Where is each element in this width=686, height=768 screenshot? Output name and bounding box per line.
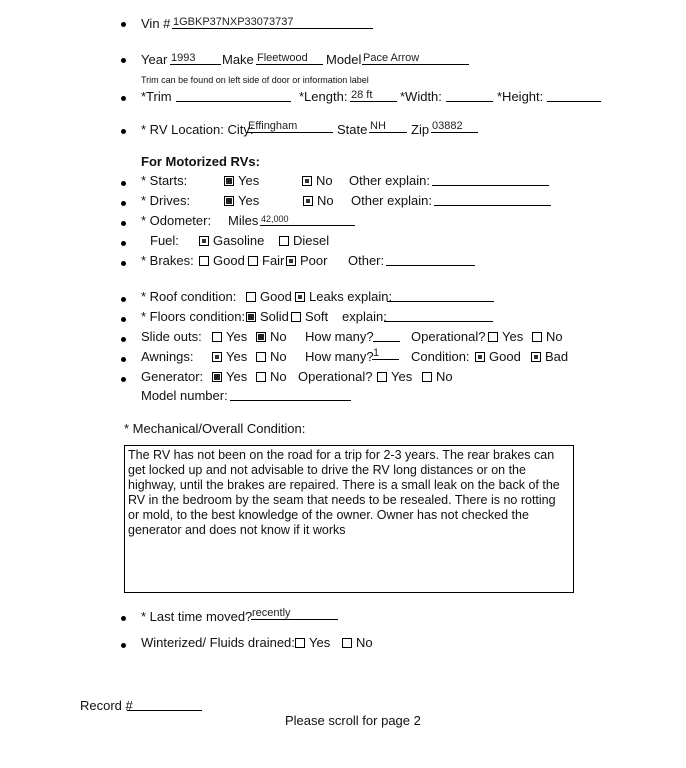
city-field[interactable]: Effingham xyxy=(247,120,333,133)
checkbox-checked[interactable] xyxy=(475,352,485,362)
brakes-other-field[interactable] xyxy=(386,253,475,266)
starts-label: * Starts: xyxy=(141,173,188,188)
vin-label: Vin # xyxy=(141,16,171,31)
state-field[interactable]: NH xyxy=(369,120,407,133)
bullet xyxy=(121,317,126,322)
drives-no[interactable]: No xyxy=(303,193,334,208)
fuel-label: Fuel: xyxy=(150,233,179,248)
generator-model-field[interactable] xyxy=(230,388,351,401)
trim-note: Trim can be found on left side of door or information label xyxy=(141,75,369,85)
bullet xyxy=(121,129,126,134)
odometer-label: * Odometer: xyxy=(141,213,212,228)
drives-label: * Drives: xyxy=(141,193,191,208)
model-label: Model xyxy=(326,52,362,67)
floors-explain-field[interactable] xyxy=(384,309,493,322)
checkbox[interactable] xyxy=(342,638,352,648)
awnings-howmany-label: How many? xyxy=(305,349,374,364)
year-field[interactable]: 1993 xyxy=(170,52,221,65)
checkbox-checked[interactable] xyxy=(224,196,234,206)
checkbox-checked[interactable] xyxy=(246,312,256,322)
checkbox-checked[interactable] xyxy=(256,332,266,342)
zip-label: Zip xyxy=(411,122,430,137)
checkbox[interactable] xyxy=(291,312,301,322)
bullet xyxy=(121,261,126,266)
slideouts-op-yes[interactable]: Yes xyxy=(488,329,523,344)
brakes-good[interactable]: Good xyxy=(199,253,245,268)
checkbox-checked[interactable] xyxy=(212,352,222,362)
starts-no[interactable]: No xyxy=(302,173,333,188)
width-field[interactable] xyxy=(446,89,493,102)
length-label: *Length: xyxy=(299,89,348,104)
slideouts-howmany-label: How many? xyxy=(305,329,374,344)
awnings-label: Awnings: xyxy=(141,349,194,364)
last-moved-field[interactable]: recently xyxy=(251,607,338,620)
checkbox[interactable] xyxy=(488,332,498,342)
footer-note: Please scroll for page 2 xyxy=(285,713,421,728)
bullet xyxy=(121,377,126,382)
generator-op-yes[interactable]: Yes xyxy=(377,369,412,384)
checkbox[interactable] xyxy=(279,236,289,246)
miles-field[interactable]: 42,000 xyxy=(260,213,355,226)
checkbox[interactable] xyxy=(212,332,222,342)
trim-field[interactable] xyxy=(176,89,291,102)
bullet xyxy=(121,616,126,621)
bullet xyxy=(121,201,126,206)
slideouts-op-no[interactable]: No xyxy=(532,329,563,344)
generator-operational-label: Operational? xyxy=(298,369,373,384)
slideouts-howmany-field[interactable] xyxy=(373,329,400,342)
starts-other-label: Other explain: xyxy=(349,173,430,188)
checkbox[interactable] xyxy=(303,196,313,206)
generator-op-no[interactable]: No xyxy=(422,369,453,384)
roof-good[interactable]: Good xyxy=(246,289,292,304)
floors-soft[interactable]: Soft xyxy=(291,309,328,324)
awnings-bad[interactable]: Bad xyxy=(531,349,568,364)
bullet xyxy=(121,221,126,226)
motorized-heading: For Motorized RVs: xyxy=(141,154,260,169)
drives-other-label: Other explain: xyxy=(351,193,432,208)
year-label: Year xyxy=(141,52,168,67)
record-label: Record # xyxy=(80,698,133,713)
width-label: *Width: xyxy=(400,89,442,104)
generator-no[interactable]: No xyxy=(256,369,287,384)
bullet xyxy=(121,357,126,362)
checkbox-checked[interactable] xyxy=(212,372,222,382)
checkbox-checked[interactable] xyxy=(224,176,234,186)
height-label: *Height: xyxy=(497,89,544,104)
roof-leaks-field[interactable] xyxy=(387,289,494,302)
checkbox[interactable] xyxy=(295,292,305,302)
location-label: * RV Location: City: xyxy=(141,122,254,137)
bullet xyxy=(121,297,126,302)
checkbox[interactable] xyxy=(286,256,296,266)
vin-field[interactable]: 1GBKP37NXP33073737 xyxy=(172,16,373,29)
drives-other-field[interactable] xyxy=(434,193,551,206)
brakes-poor[interactable]: Poor xyxy=(286,253,327,268)
winterized-no[interactable]: No xyxy=(342,635,373,650)
floors-label: * Floors condition: xyxy=(141,309,246,324)
make-label: Make xyxy=(222,52,254,67)
checkbox[interactable] xyxy=(531,352,541,362)
generator-model-label: Model number: xyxy=(141,388,228,403)
height-field[interactable] xyxy=(547,89,601,102)
checkbox[interactable] xyxy=(302,176,312,186)
brakes-other-label: Other: xyxy=(348,253,385,268)
generator-yes[interactable]: Yes xyxy=(212,369,247,384)
awnings-condition-label: Condition: xyxy=(411,349,470,364)
checkbox[interactable] xyxy=(532,332,542,342)
winterized-label: Winterized/ Fluids drained: xyxy=(141,635,295,650)
floors-explain-label: explain: xyxy=(342,309,387,324)
checkbox[interactable] xyxy=(199,256,209,266)
brakes-fair[interactable]: Fair xyxy=(248,253,284,268)
fuel-diesel[interactable]: Diesel xyxy=(279,233,329,248)
mechanical-label: * Mechanical/Overall Condition: xyxy=(124,421,306,436)
awnings-no[interactable]: No xyxy=(256,349,287,364)
checkbox[interactable] xyxy=(246,292,256,302)
mechanical-condition-textbox[interactable]: The RV has not been on the road for a trip for 2-3 years. The rear brakes can get locked up and not advisable to drive the RV long distances or on the highway, until the brakes are repaired. There is a small leak on the back of the RV in the bedroom by the seam that needs to be resealed. There is no rotting or mold, to the best knowledge of the owner. Owner has not checked the generator and does not know if it works xyxy=(124,445,574,593)
bullet xyxy=(121,96,126,101)
slideouts-yes[interactable]: Yes xyxy=(212,329,247,344)
checkbox[interactable] xyxy=(256,372,266,382)
slideouts-no[interactable]: No xyxy=(256,329,287,344)
model-field[interactable]: Pace Arrow xyxy=(362,52,469,65)
bullet xyxy=(121,181,126,186)
length-field[interactable]: 28 ft xyxy=(350,89,397,102)
drives-yes[interactable]: Yes xyxy=(224,193,259,208)
winterized-yes[interactable]: Yes xyxy=(295,635,330,650)
starts-yes[interactable]: Yes xyxy=(224,173,259,188)
checkbox[interactable] xyxy=(256,352,266,362)
slideouts-operational-label: Operational? xyxy=(411,329,486,344)
bullet xyxy=(121,337,126,342)
miles-label: Miles xyxy=(228,213,259,228)
trim-label: *Trim xyxy=(141,89,172,104)
checkbox[interactable] xyxy=(248,256,258,266)
slideouts-label: Slide outs: xyxy=(141,329,202,344)
awnings-howmany-field[interactable]: 1 xyxy=(372,347,399,360)
floors-solid[interactable]: Solid xyxy=(246,309,289,324)
checkbox[interactable] xyxy=(422,372,432,382)
fuel-gasoline[interactable]: Gasoline xyxy=(199,233,264,248)
roof-label: * Roof condition: xyxy=(141,289,237,304)
awnings-yes[interactable]: Yes xyxy=(212,349,247,364)
state-label: State xyxy=(337,122,368,137)
zip-field[interactable]: 03882 xyxy=(431,120,478,133)
bullet xyxy=(121,241,126,246)
make-field[interactable]: Fleetwood xyxy=(256,52,323,65)
bullet xyxy=(121,643,126,648)
roof-leaks[interactable]: Leaks explain: xyxy=(295,289,392,304)
generator-label: Generator: xyxy=(141,369,204,384)
record-field[interactable] xyxy=(127,698,202,711)
checkbox[interactable] xyxy=(295,638,305,648)
brakes-label: * Brakes: xyxy=(141,253,194,268)
checkbox[interactable] xyxy=(377,372,387,382)
awnings-good[interactable]: Good xyxy=(475,349,521,364)
starts-other-field[interactable] xyxy=(432,173,549,186)
last-moved-label: * Last time moved? xyxy=(141,609,253,624)
checkbox-checked[interactable] xyxy=(199,236,209,246)
bullet xyxy=(121,58,126,63)
bullet xyxy=(121,22,126,27)
